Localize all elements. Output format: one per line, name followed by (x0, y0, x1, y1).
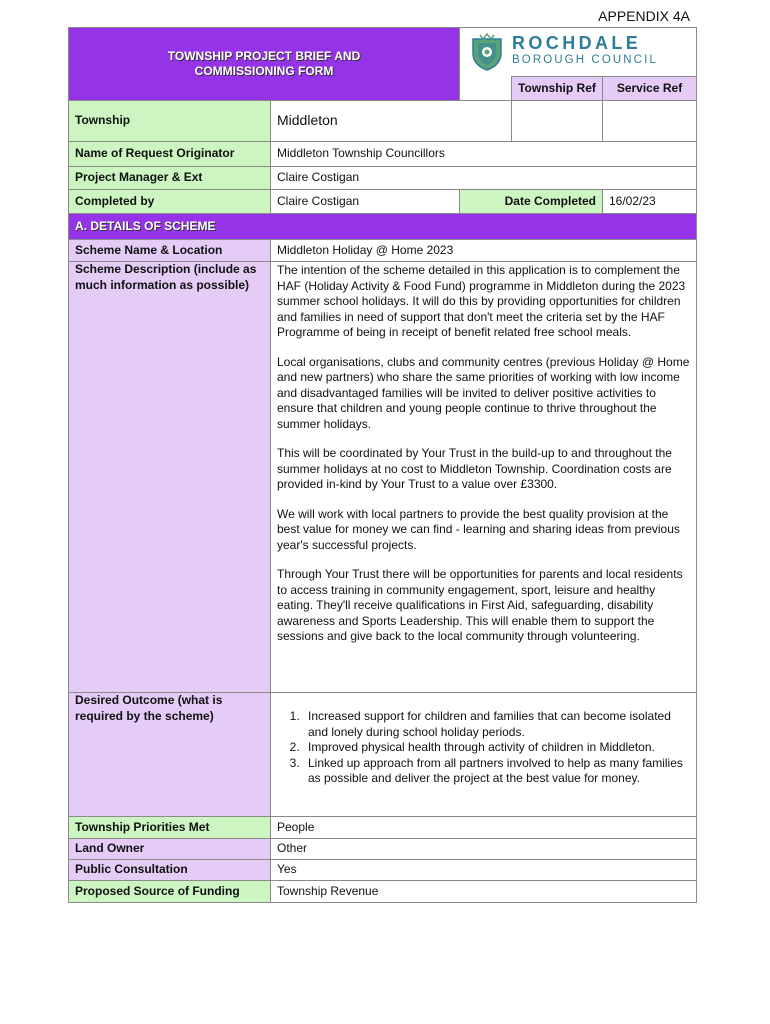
township-ref-value[interactable] (512, 101, 603, 142)
description-paragraph: This will be coordinated by Your Trust in the build-up to and throughout the summer holidays at no cost to Middleton Township. Coordination costs are provided in-kind by Your Trust to a value over £3300. (277, 446, 672, 491)
date-completed-value: 16/02/23 (603, 190, 697, 214)
township-label: Township (69, 101, 271, 142)
description-paragraph: We will work with local partners to provide the best quality provision at the best value for money we can find - learning and sharing ideas from previous year's successful projects. (277, 506, 680, 552)
date-completed-label: Date Completed (460, 190, 603, 214)
funding-label: Proposed Source of Funding (69, 881, 271, 903)
appendix-label: APPENDIX 4A (598, 8, 690, 24)
council-crest-icon (470, 33, 504, 71)
consultation-label: Public Consultation (69, 860, 271, 881)
council-subname: BOROUGH COUNCIL (512, 54, 658, 66)
description-value (271, 262, 697, 693)
completed-by-label: Completed by (69, 190, 271, 214)
service-ref-label: Service Ref (603, 77, 697, 101)
outcome-item: 3. Linked up approach from all partners involved to help as many families as possible and deliver the project at the best value for money. (303, 756, 690, 787)
outcome-label: Desired Outcome (what is required by the scheme) (69, 693, 271, 817)
priorities-label: Township Priorities Met (69, 817, 271, 839)
land-owner-value: Other (271, 839, 697, 860)
township-ref-label: Township Ref (512, 77, 603, 101)
commissioning-form (68, 27, 697, 903)
form-title-line2: COMMISSIONING FORM (194, 64, 334, 78)
form-title (69, 28, 460, 101)
completed-by-value: Claire Costigan (271, 190, 460, 214)
outcome-item: 1. Increased support for children and families that can become isolated and lonely during school holiday periods. (303, 709, 690, 740)
consultation-value: Yes (271, 860, 697, 881)
section-a-heading: A. DETAILS OF SCHEME (69, 214, 697, 240)
outcome-value (271, 693, 697, 817)
outcome-item: 2. Improved physical health through activity of children in Middleton. (303, 740, 690, 756)
land-owner-label: Land Owner (69, 839, 271, 860)
scheme-name-label: Scheme Name & Location (69, 240, 271, 262)
originator-label: Name of Request Originator (69, 142, 271, 167)
scheme-name-value: Middleton Holiday @ Home 2023 (271, 240, 697, 262)
description-paragraph: Through Your Trust there will be opportunities for parents and local residents to access training in community engagement, sport, leisure and healthy eating. They'll receive qualifications in First Aid, safeguarding, disability awareness and Sports Leadership. This will enable them to support the sessions and give back to the local community through volunteering. (277, 567, 683, 643)
description-label: Scheme Description (include as much information as possible) (69, 262, 271, 693)
township-value: Middleton (271, 101, 512, 142)
description-paragraph: The intention of the scheme detailed in this application is to complement the HAF (Holiday Activity & Food Fund) programme in Middleton during the 2023 summer school holidays. It will do this by providing opportunities for children and families in need of support that don't meet the criteria set by the HAF Programme of being in receipt of benefit related free school meals. (277, 263, 686, 339)
funding-value: Township Revenue (271, 881, 697, 903)
manager-label: Project Manager & Ext (69, 167, 271, 190)
originator-value: Middleton Township Councillors (271, 142, 697, 167)
description-paragraph: Local organisations, clubs and community centres (previous Holiday @ Home and new partners) who share the same priorities of working with low income and disadvantaged families will be invited to deliver positive activities to ensure that children and young people continue to thrive throughout the summer holidays. (277, 354, 690, 431)
council-name: ROCHDALE (512, 33, 642, 53)
outcome-list (277, 709, 690, 787)
manager-value: Claire Costigan (271, 167, 697, 190)
service-ref-value[interactable] (603, 101, 697, 142)
form-title-line1: TOWNSHIP PROJECT BRIEF AND (167, 48, 361, 63)
priorities-value: People (271, 817, 697, 839)
council-logo-cell (460, 28, 697, 77)
council-logo (460, 28, 696, 76)
